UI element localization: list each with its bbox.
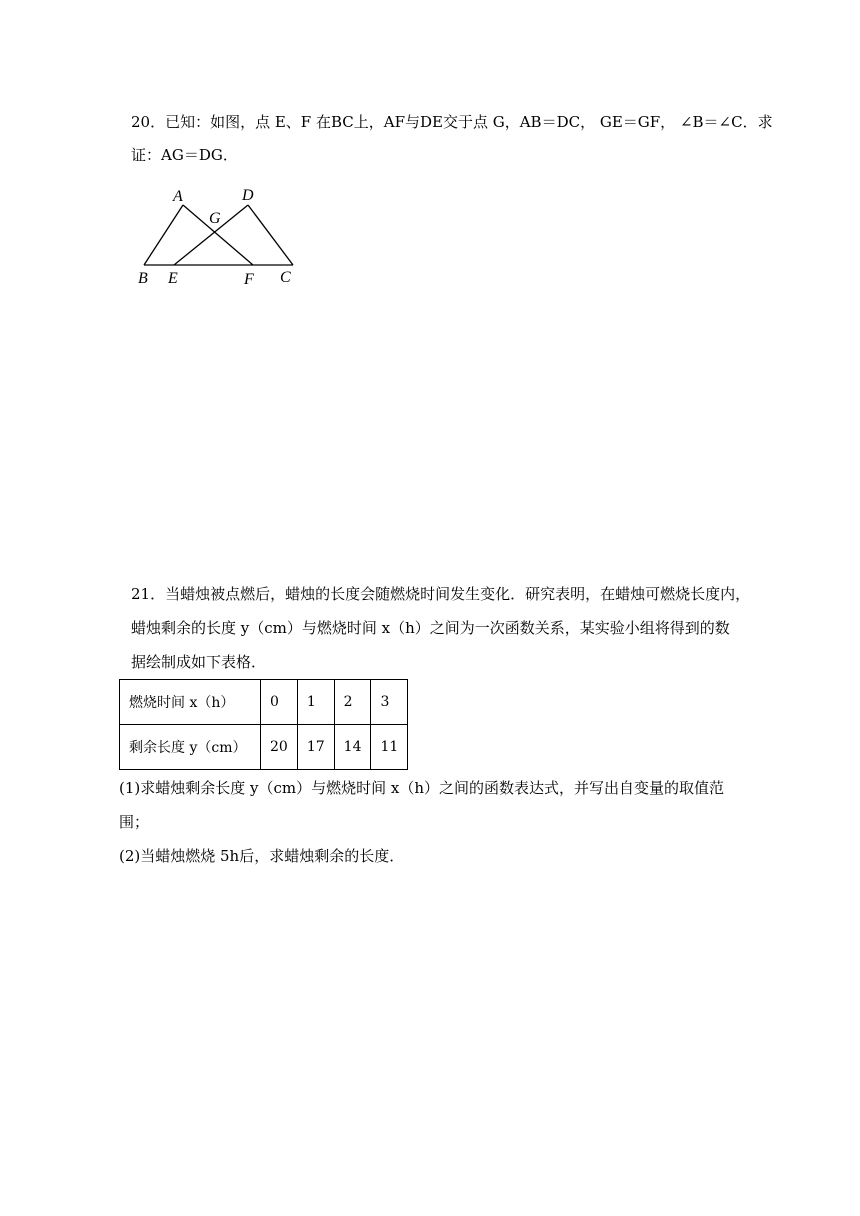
table-row bbox=[120, 725, 408, 770]
table-cell: 3 bbox=[371, 680, 408, 725]
data-table bbox=[119, 679, 408, 770]
triangle-figure bbox=[133, 182, 303, 292]
row-header-length: 剩余长度 y（cm） bbox=[120, 725, 261, 770]
q21-part1-line2: 围； bbox=[119, 813, 150, 831]
table-cell: 0 bbox=[261, 680, 298, 725]
table-cell: 11 bbox=[371, 725, 408, 770]
label-c: C bbox=[280, 269, 291, 286]
q21-text-line2: 蜡烛剩余的长度 y（cm）与燃烧时间 x（h）之间为一次函数关系，某实验小组将得到的数 bbox=[131, 619, 730, 637]
q21-text-line3: 据绘制成如下表格． bbox=[131, 653, 267, 671]
label-e: E bbox=[168, 270, 178, 287]
table-cell: 1 bbox=[297, 680, 334, 725]
q21-part1-line1: (1)求蜡烛剩余长度 y（cm）与燃烧时间 x（h）之间的函数表达式，并写出自变量的取值范 bbox=[119, 779, 725, 797]
q21-text-line1: 21．当蜡烛被点燃后，蜡烛的长度会随燃烧时间发生变化．研究表明，在蜡烛可燃烧长度内， bbox=[131, 585, 751, 603]
table-cell: 17 bbox=[297, 725, 334, 770]
segment-ab bbox=[144, 205, 183, 265]
q20-text-line1: 20．已知：如图，点 E、F 在BC上，AF与DE交于点 G，AB＝DC， GE＝GF， ∠B＝∠C．求 bbox=[131, 113, 773, 131]
label-b: B bbox=[138, 270, 148, 287]
table-cell: 14 bbox=[334, 725, 371, 770]
table-row bbox=[120, 680, 408, 725]
label-g: G bbox=[209, 210, 221, 227]
table-cell: 20 bbox=[261, 725, 298, 770]
label-a: A bbox=[173, 188, 183, 205]
q20-text-line2: 证：AG＝DG． bbox=[131, 146, 238, 164]
segment-dc bbox=[248, 205, 293, 265]
label-d: D bbox=[242, 187, 254, 204]
label-f: F bbox=[244, 271, 254, 288]
table-cell: 2 bbox=[334, 680, 371, 725]
row-header-time: 燃烧时间 x（h） bbox=[120, 680, 261, 725]
q21-part2: (2)当蜡烛燃烧 5h后，求蜡烛剩余的长度． bbox=[119, 847, 405, 865]
